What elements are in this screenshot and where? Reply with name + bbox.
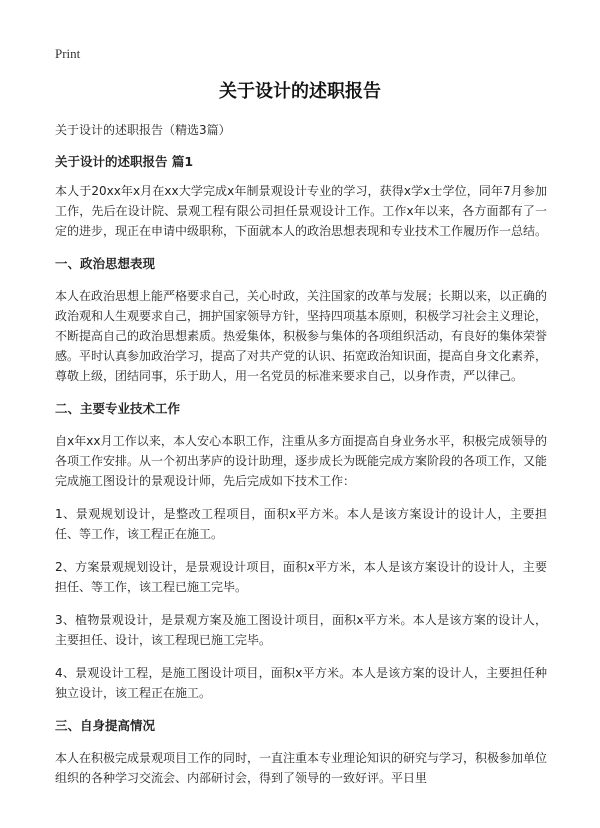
political-paragraph: 本人在政治思想上能严格要求自己，关心时政，关注国家的改革与发展；长期以来，以正确的政治观和人生观要求自己，拥护国家领导方针，坚持四项基本原则，积极学习社会主义理论，不断提高自己的政治思想素质。热爱集体，积极参与集体的各项组织活动，有良好的集体荣誉感。平时认真参加政治学习，提高了对共产党的认识、拓宽政治知识面，提高自身文化素养，尊敬上级，团结同事，乐于助人，用一名党员的标准来要求自己，以身作责，严以律己。 [55, 289, 548, 383]
document-title: 关于设计的述职报告 [219, 81, 381, 102]
project-item-3: 3、植物景观设计，是景观方案及施工图设计项目，面积x平方米。本人是该方案的设计人，主要担任、设计，该工程现已施工完毕。 [55, 613, 547, 647]
project-item-1: 1、景观规划设计，是整改工程项目，面积x平方米。本人是该方案设计的设计人，主要担任、等工作，该工程正在施工。 [55, 507, 547, 541]
document-subtitle: 关于设计的述职报告（精选3篇） [55, 123, 231, 137]
article-heading: 关于设计的述职报告 篇1 [55, 154, 194, 169]
self-improvement-paragraph: 本人在积极完成景观项目工作的同时，一直注重本专业理论知识的研究与学习，积极参加单位组织的各种学习交流会、内部研讨会，得到了领导的一致好评。平日里 [55, 751, 548, 785]
intro-paragraph: 本人于20xx年x月在xx大学完成x年制景观设计专业的学习，获得x学x士学位，同年7月参加工作，先后在设计院、景观工程有限公司担任景观设计工作。工作x年以来，各方面都有了一定的进步，现正在申请中级职称，下面就本人的政治思想表现和专业技术工作履历作一总结。 [55, 184, 548, 238]
section-heading-technical-work: 二、主要专业技术工作 [55, 401, 181, 416]
section-heading-political: 一、政治思想表现 [55, 256, 156, 271]
project-item-2: 2、方案景观规划设计，是景观设计项目，面积x平方米，本人是该方案设计的设计人，主要担任、等工作，该工程已施工完毕。 [55, 560, 547, 594]
project-item-4: 4、景观设计工程，是施工图设计项目，面积x平方米。本人是该方案的设计人，主要担任种独立设计，该工程正在施工。 [55, 666, 547, 700]
document-body [55, 120, 547, 801]
print-link[interactable]: Print [55, 46, 81, 61]
technical-work-paragraph: 自x年xx月工作以来，本人安心本职工作，注重从多方面提高自身业务水平，积极完成领导的各项工作安排。从一个初出茅庐的设计助理，逐步成长为既能完成方案阶段的各项工作，又能完成施工图设计的景观设计师，先后完成如下技术工作： [55, 434, 548, 488]
section-heading-self-improvement: 三、自身提高情况 [55, 718, 156, 733]
